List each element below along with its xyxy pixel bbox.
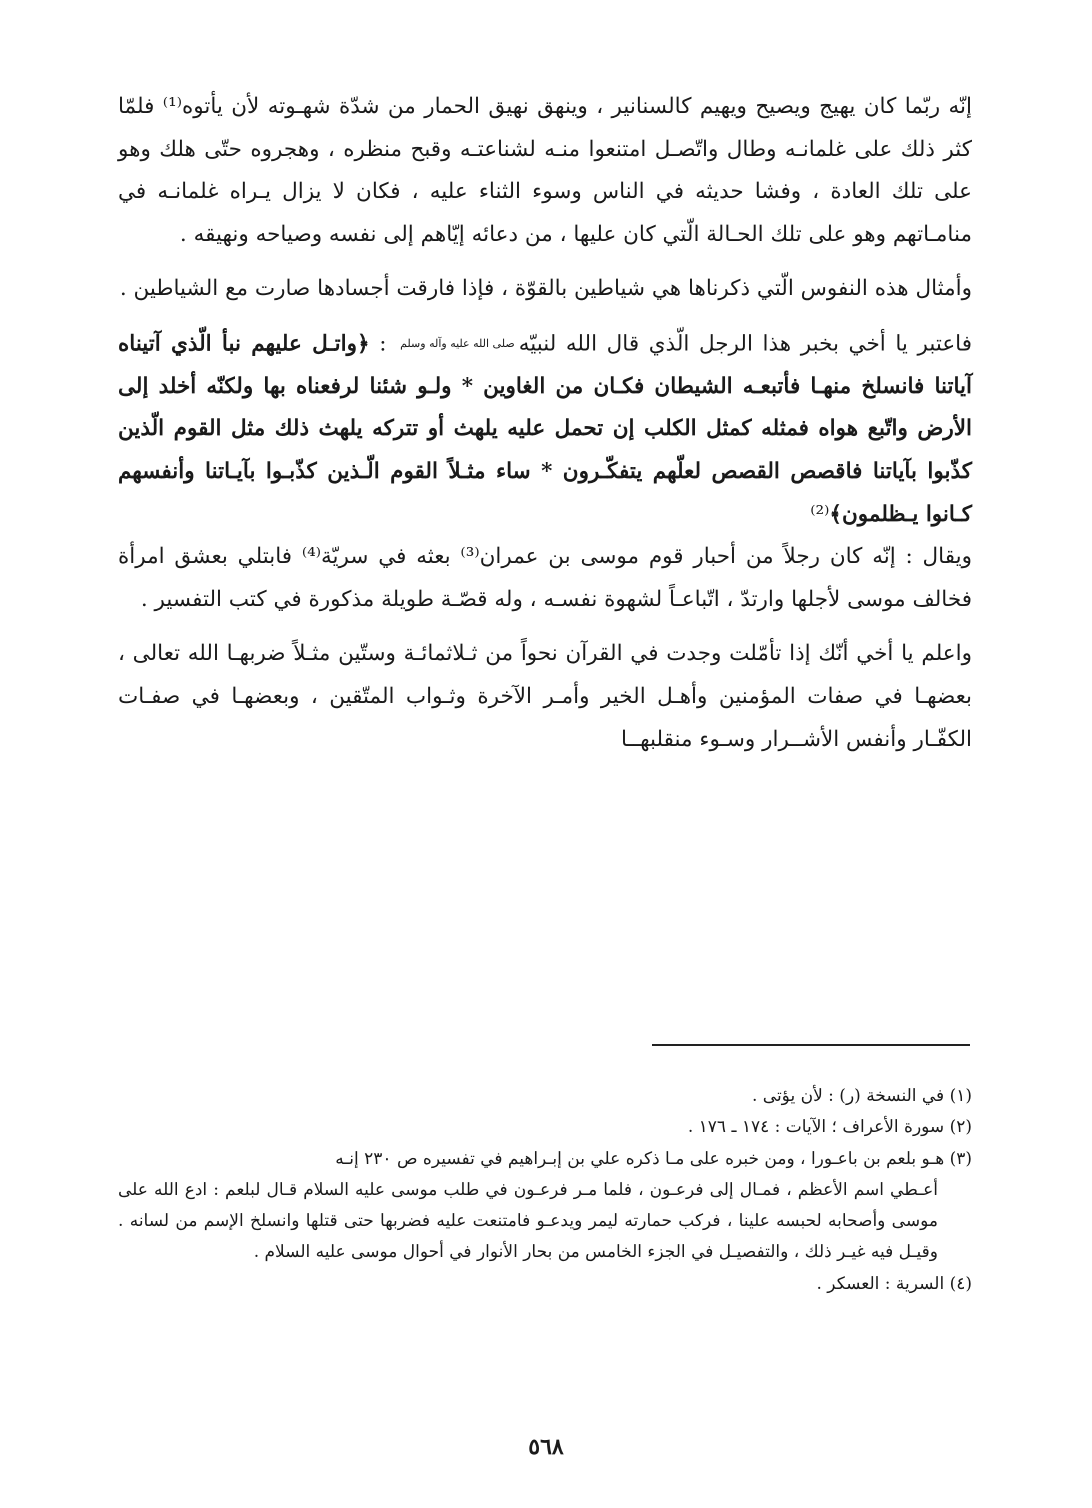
paragraph-1: إنّه ربّما كان يهيج ويصيح ويهيم كالسنانير ، وينهق نهيق الحمار من شدّة شهـوته لأن يأتوه⁽¹⁾ فلمّا كثر ذلك على غلمانـه وطال واتّصـل امتنعوا منـه لشناعتـه وقبح منظره ، وهجروه حتّى هلك وهو على تلك العادة ، وفشا حديثه في الناس وسوء الثناء عليه ، فكان لا يزال يـراه غلمانـه في منامـاتهم وهو على تلك الحـالة الّتي كان عليها ، من دعائه إيّاهم إلى نفسه وصياحه ونهيقه . xyxy=(118,94,972,247)
quran-colon: : xyxy=(369,331,397,357)
salawat-glyph: صلى الله عليه وآله وسلم xyxy=(400,336,515,350)
quran-intro: فاعتبر يا أخي بخبر هذا الرجل الّذي قال الله لنبيّه xyxy=(518,331,972,357)
quran-paragraph xyxy=(118,323,972,536)
main-text xyxy=(118,86,972,761)
footnote-4: (٤) السرية : العسكر . xyxy=(816,1273,972,1294)
footnotes xyxy=(118,1081,972,1300)
footnote-2: (٢) سورة الأعراف ؛ الآيات : ١٧٤ ـ ١٧٦ . xyxy=(687,1117,972,1138)
page-number: ٥٦٨ xyxy=(528,1434,564,1460)
footnote-3: (٣) هـو بلعم بن باعـورا ، ومن خبره على مـا ذكره علي بن إبـراهيم في تفسيره ص ٢٣٠ إنـه xyxy=(335,1148,972,1169)
footnote-3-continuation: أعـطي اسم الأعظم ، فمـال إلى فرعـون ، فلما مـر فرعـون في طلب موسى عليه السلام قـال لبلعم : ادع الله على موسى وأصحابه لحبسه علينا ، فركب حمارته ليمر ويدعـو فامتنعت عليه فضربها حتى قتلها وانسلخ الإسم من لسانه . وقيـل فيه غيـر ذلك ، والتفصيـل في الجزء الخامس من بحار الأنوار في أحوال موسى عليه السلام . xyxy=(118,1179,938,1263)
paragraph-3: ويقال : إنّه كان رجلاً من أحبار قوم موسى بن عمران⁽³⁾ بعثه في سريّة⁽⁴⁾ فابتلي بعشق امرأة فخالف موسى لأجلها وارتدّ ، اتّباعـاً لشهوة نفسـه ، وله قصّـة طويلة مذكورة في كتب التفسير . xyxy=(118,544,972,612)
quran-footnote-ref: ⁽²⁾ xyxy=(810,501,830,527)
footnote-separator xyxy=(652,1044,970,1046)
paragraph-4: واعلم يا أخي أنّك إذا تأمّلت وجدت في القرآن نحواً من ثـلاثمائـة وستّين مثـلاً ضربهـا الله تعالى ، بعضهـا في صفات المؤمنين وأهـل الخير وأمـر الآخرة وثـواب المتّقين ، وبعضهـا في صفـات الكفّـار وأنفس الأشــرار وسـوء منقلبهــا xyxy=(118,641,972,752)
paragraph-2: وأمثال هذه النفوس الّتي ذكرناها هي شياطين بالقوّة ، فإذا فارقت أجسادها صارت مع الشياطين . xyxy=(119,276,972,302)
footnote-1: (١) في النسخة (ر) : لأن يؤتى . xyxy=(751,1086,972,1106)
quran-verse: ﴿واتـل عليهم نبأ الّذي آتيناه آياتنا فانسلخ منهـا فأتبعـه الشيطان فكـان من الغاوين * ولـو شئنا لرفعناه بها ولكنّه أخلد إلى الأرض واتّبع هواه فمثله كمثل الكلب إن تحمل عليه يلهث أو تتركه يلهث ذلك مثل القوم الّذين كذّبوا بآياتنا فاقصص القصص لعلّهم يتفكّـرون * ساء مثـلاً القوم الّـذين كذّبـوا بآيـاتنا وأنفسهم كـانوا يـظلمون﴾ xyxy=(118,331,972,527)
